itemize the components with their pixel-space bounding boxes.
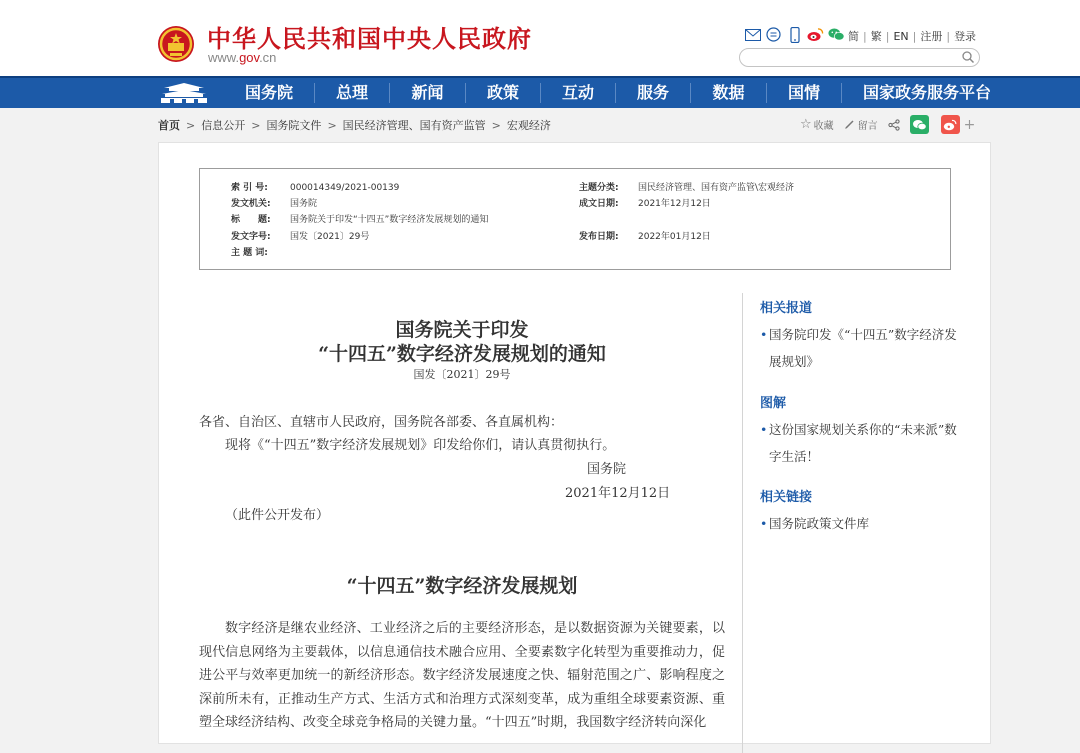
article-signature: 国务院 [587,462,627,477]
star-icon: ☆ [800,117,812,132]
article-tools [800,115,975,134]
meta-docno-label: 发文字号: [231,232,271,242]
lang-english-link[interactable]: EN [893,29,909,43]
share-icon[interactable] [888,119,900,131]
chevron-right-icon: > [327,118,337,132]
tiananmen-icon [159,82,209,104]
nav-separator [841,83,842,103]
favorite-label: 收藏 [813,121,834,132]
sidebar-illustration-text: 这份国家规划关系你的“未来派”数字生活！ [769,422,957,464]
sidebar-related-links-heading: 相关链接 [760,490,813,505]
nav-item-data[interactable]: 数据 [712,83,745,102]
main-nav [0,76,1080,108]
top-links [848,28,976,44]
meta-index-value: 000014349/2021-00139 [290,183,400,193]
breadcrumb-economy-management[interactable]: 国民经济管理、国有资产监管 [342,119,486,132]
favorite-button[interactable] [800,117,834,132]
lang-traditional-link[interactable]: 繁 [870,30,882,43]
search-box [739,48,980,67]
sidebar-policy-library-link[interactable] [760,510,959,537]
column-divider [742,293,743,753]
nav-item-premier[interactable]: 总理 [335,83,368,102]
site-title[interactable]: 中华人民共和国中央人民政府 [207,25,532,53]
meta-date-label: 成文日期: [579,199,619,209]
nav-item-interaction[interactable]: 互动 [561,83,594,102]
mobile-icon[interactable] [786,26,803,43]
mail-icon[interactable] [744,26,761,43]
bullet-icon: • [760,422,768,437]
sidebar-related-reports-heading: 相关报道 [760,301,813,316]
link-separator: | [912,29,917,43]
link-separator: | [946,29,951,43]
meta-docno-value: 国发〔2021〕29号 [290,232,370,242]
site-url[interactable] [208,50,276,65]
nav-item-policy[interactable]: 政策 [486,83,519,102]
meta-issuer-label: 发文机关: [231,199,271,209]
weibo-icon [943,119,957,131]
link-separator: | [863,29,867,43]
wechat-share-button[interactable] [910,115,929,134]
meta-pubdate-value: 2022年01月12日 [638,232,711,242]
meta-title-value: 国务院关于印发“十四五”数字经济发展规划的通知 [290,215,489,225]
sidebar-illustrations-heading: 图解 [760,396,787,411]
article-notice: 现将《“十四五”数字经济发展规划》印发给你们，请认真贯彻执行。 [225,438,616,453]
meta-topic-label: 主题分类: [579,183,619,193]
sidebar-illustration-link[interactable] [760,416,959,470]
site-header [0,0,1080,76]
sidebar-policy-library-text: 国务院政策文件库 [769,516,870,531]
breadcrumb-info-disclosure[interactable]: 信息公开 [201,119,246,132]
pen-icon [844,119,855,130]
sidebar-report-link[interactable] [760,321,959,375]
weibo-icon[interactable] [807,26,824,43]
meta-issuer-value: 国务院 [290,199,318,209]
nav-home[interactable] [155,78,212,108]
chevron-right-icon: > [491,118,501,132]
breadcrumb-state-council-docs[interactable]: 国务院文件 [266,119,322,132]
nav-item-services[interactable]: 服务 [636,83,669,102]
comment-button[interactable] [844,117,878,132]
article-title-line1: 国务院关于印发 [395,319,529,341]
search-icon[interactable] [961,50,975,64]
search-input[interactable] [748,53,962,70]
lang-simplified-link[interactable]: 简 [848,30,859,43]
meta-title-label: 标 题: [231,215,271,225]
bullet-icon: • [760,327,768,342]
comment-label: 留言 [857,121,878,132]
chevron-right-icon: > [186,118,196,132]
nav-item-state-council[interactable]: 国务院 [244,83,293,102]
article-salutation: 各省、自治区、直辖市人民政府，国务院各部委、各直属机构： [199,415,564,430]
url-gov: gov [239,50,260,65]
bullet-icon: • [760,516,768,531]
wechat-icon[interactable] [828,26,845,43]
article-doc-number: 国发〔2021〕29号 [413,368,511,381]
main-content [158,142,991,744]
article-sign-date: 2021年12月12日 [565,486,671,501]
article-title-line2: “十四五”数字经济发展规划的通知 [318,343,606,365]
more-share-icon[interactable]: + [963,116,976,133]
nav-item-national-info[interactable]: 国情 [787,83,820,102]
breadcrumb-home[interactable]: 首页 [158,119,180,132]
chevron-right-icon: > [251,118,261,132]
nav-item-service-platform[interactable]: 国家政务服务平台 [862,83,991,102]
meta-keywords-label: 主 题 词: [231,248,268,258]
document-metadata [199,168,951,270]
message-icon[interactable] [765,26,782,43]
breadcrumb-macro-economy[interactable]: 宏观经济 [506,119,551,132]
top-icons [744,26,845,43]
national-emblem-icon[interactable] [157,24,195,64]
breadcrumb [158,117,551,133]
weibo-share-button[interactable] [941,115,960,134]
article-body-paragraph: 数字经济是继农业经济、工业经济之后的主要经济形态，是以数据资源为关键要素，以现代信息网络为主要载体，以信息通信技术融合应用、全要素数字化转型为重要推动力，促进公平与效率更加统一的新经济形态。数字经济发展速度之快、辐射范围之广、影响程度之深前所未有，正推动生产方式、生活方式和治理方式深刻变革，成为重组全球要素资源、重塑全球经济结构、改变全球竞争格局的关键力量。“十四五”时期，我国数字经济转向深化 [199,621,725,730]
meta-pubdate-label: 发布日期: [579,232,619,242]
article-public-note: （此件公开发布） [225,508,330,523]
meta-index-label: 索 引 号: [231,183,268,193]
meta-topic-value: 国民经济管理、国有资产监管\宏观经济 [638,183,795,193]
register-link[interactable]: 注册 [920,30,943,43]
plan-title: “十四五”数字经济发展规划 [346,575,578,597]
wechat-icon [912,119,927,131]
nav-item-news[interactable]: 新闻 [411,83,444,102]
link-separator: | [885,29,890,43]
sidebar-report-text: 国务院印发《“十四五”数字经济发展规划》 [769,327,957,369]
url-prefix: www. [208,50,240,65]
meta-date-value: 2021年12月12日 [638,199,711,209]
url-suffix: .cn [259,50,277,65]
login-link[interactable]: 登录 [954,30,977,43]
